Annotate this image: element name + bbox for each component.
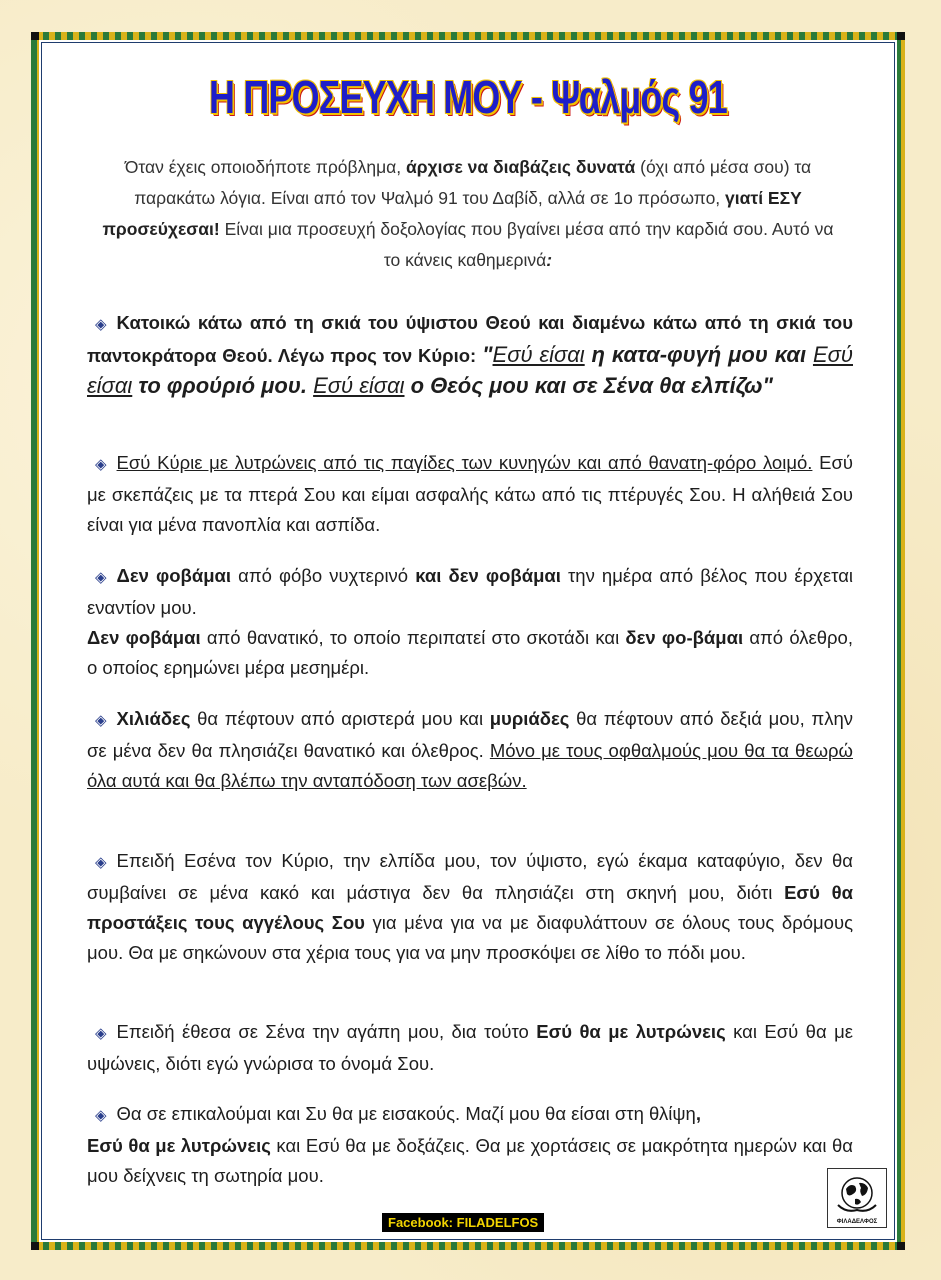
facebook-label: Facebook: FILADELFOS [382,1213,544,1232]
p3-bold-2: και δεν φοβάμαι [415,565,561,586]
intro-text-3: Είναι μια προσευχή δοξολογίας που βγαίνει μέσα από την καρδιά σου. Αυτό να το κάνεις καθημερινά [219,219,834,270]
p3-text-1: από φόβο νυχτερινό [231,565,416,586]
p3-bold-4: δεν φο-βάμαι [625,627,744,648]
diamond-bullet-icon: ◈ [95,854,107,871]
p3-text-2: την ημέρα από βέλος που έρχεται εναντίον μου. [87,565,854,618]
filadelfos-logo [827,1168,887,1228]
p5-text-1: Επειδή Εσένα τον Κύριο, την ελπίδα μου, τον ύψιστο, εγώ έκαμα καταφύγιο, δεν θα συμβαίνει σε μένα κακό και μάστιγα δεν θα πλησιάζει στη σκηνή μου, διότι [87,850,853,903]
p6-text-1: Επειδή έθεσα σε Σένα την αγάπη μου, δια τούτο [116,1021,537,1042]
p7-comma: , [695,1103,701,1124]
frame-corner [31,1242,39,1250]
intro-colon: : [546,250,553,270]
diamond-bullet-icon: ◈ [95,1107,107,1124]
p6-bold: Εσύ θα με λυτρώνεις [536,1021,726,1042]
p7-text-2: και Εσύ θα με δοξάζεις. Θα με χορτάσεις σε μακρότητα ημερών και θα μου δείχνεις τη σωτηρία μου. [87,1135,853,1186]
p1-quote-2: το φρούριό μου. [132,373,314,398]
p7-text-1: Θα σε επικαλούμαι και Συ θα με εισακούς. Μαζί μου θα είσαι στη θλίψη [116,1103,696,1124]
p3-text-3: από θανατικό, το οποίο περιπατεί στο σκοτάδι και [200,627,626,648]
p6-text-2: και Εσύ θα με υψώνεις, διότι εγώ γνώρισα το όνομά Σου. [87,1021,853,1074]
paragraph-5 [87,846,853,968]
intro-text-1: Όταν έχεις οποιοδήποτε πρόβλημα, [124,157,406,177]
p2-underline: Εσύ Κύριε με λυτρώνεις από τις παγίδες των κυνηγών και από θανατη-φόρο λοιμό. [116,452,813,473]
p1-quote-1: η κατα-φυγή μου και [584,342,813,367]
frame-corner [31,32,39,40]
p3-bold-1: Δεν φοβάμαι [116,565,232,586]
paragraph-2 [87,448,853,540]
paragraph-3 [87,561,853,683]
p1-text: Κατοικώ κάτω από τη σκιά του ύψιστου Θεού και διαμένω κάτω από τη σκιά του παντοκράτορα Θεού. Λέγω προς τον Κύριο: [87,312,853,366]
document-frame [31,32,905,1250]
diamond-bullet-icon: ◈ [95,569,107,586]
paragraph-4 [87,704,853,796]
p4-text-1: θα πέφτουν από αριστερά μου και [190,708,490,729]
intro-bold-1: άρχισε να διαβάζεις δυνατά [406,157,636,177]
p3-bold-3: Δεν φοβάμαι [87,627,201,648]
p4-text-2: θα πέφτουν από δεξιά μου, πλην σε μένα δεν θα πλησιάζει θανατικό και όλεθρος. [87,708,853,761]
intro-text-2: (όχι από μέσα σου) τα παρακάτω λόγια. Είναι από τον Ψαλμό 91 του Δαβίδ, αλλά σε 1ο πρόσωπο, [134,157,812,208]
p1-quote-open: " [482,342,493,367]
paragraph-1 [87,308,853,402]
paragraph-6 [87,1017,853,1079]
p1-quote-3: ο Θεός μου και σε Σένα θα ελπίζω" [404,373,773,398]
p1-underline-1: Εσύ είσαι [492,342,585,367]
p2-text: Εσύ με σκεπάζεις με τα πτερά Σου και είμαι ασφαλής κάτω από τις πτέρυγές Σου. Η αλήθειά Σου είναι για μένα πανοπλία και ασπίδα. [87,452,854,535]
p7-bold: Εσύ θα με λυτρώνεις [87,1135,271,1156]
diamond-bullet-icon: ◈ [95,316,107,333]
frame-corner [897,1242,905,1250]
diamond-bullet-icon: ◈ [95,712,107,729]
p3-text-4: από όλεθρο, ο οποίος ερημώνει μέρα μεσημέρι. [87,627,853,678]
frame-corner [897,32,905,40]
p1-underline-3: Εσύ είσαι [313,373,405,398]
p4-bold-2: μυριάδες [489,708,570,729]
p1-underline-2: Εσύ είσαι [87,342,853,398]
p4-underline: Μόνο με τους οφθαλμούς μου θα τα θεωρώ όλα αυτά και θα βλέπω την ανταπόδοση των ασεβών. [87,740,853,791]
p4-bold-1: Χιλιάδες [116,708,191,729]
page-title: Η ΠΡΟΣΕΥΧΗ ΜΟΥ - Ψαλμός 91 [209,71,727,123]
logo-text: ΦΙΛΑΔΕΛΦΟΣ [836,1219,878,1225]
paragraph-7 [87,1099,853,1191]
p5-text-2: για μένα για να με διαφυλάττουν σε όλους τους δρόμους μου. Θα με σηκώνουν στα χέρια τους για να μην προσκόψει σε λίθο το πόδι μου. [87,912,853,963]
diamond-bullet-icon: ◈ [95,1025,107,1042]
intro-text [99,152,837,276]
p5-bold: Εσύ θα προστάξεις τους αγγέλους Σου [87,882,853,933]
intro-bold-2: γιατί ΕΣΥ προσεύχεσαι! [102,188,802,239]
diamond-bullet-icon: ◈ [95,456,107,473]
